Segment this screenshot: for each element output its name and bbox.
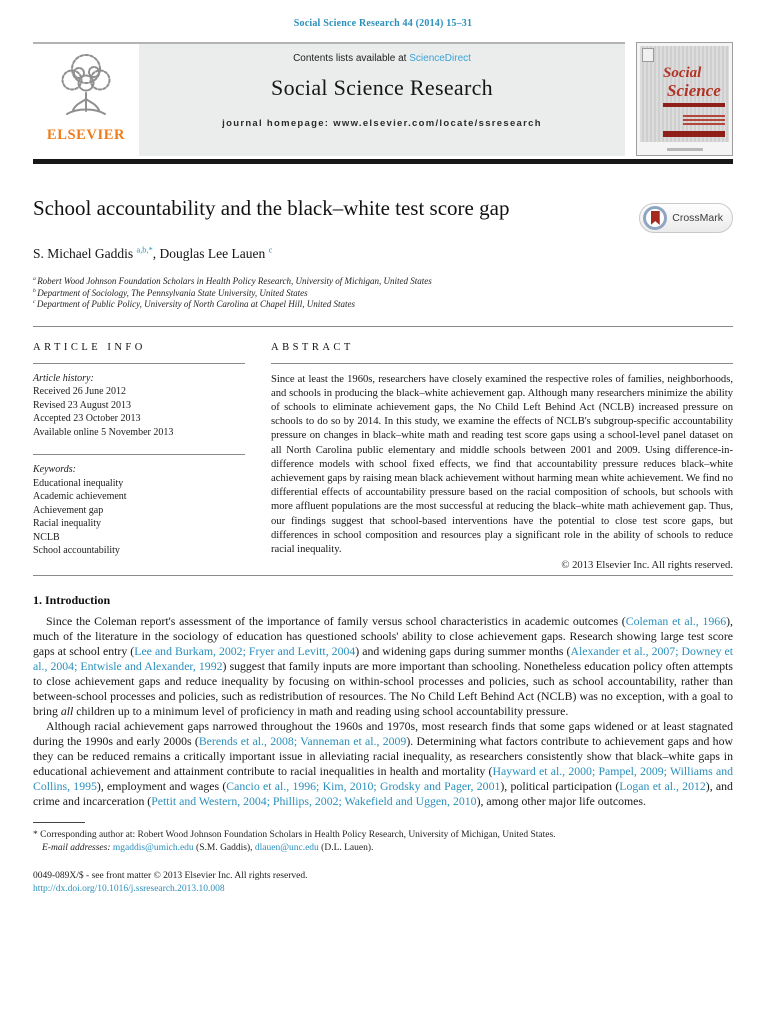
- cover-title-science: Science: [667, 81, 721, 100]
- email-addresses-note: E-mail addresses: mgaddis@umich.edu (S.M. Gaddis), dlauen@unc.edu (D.L. Lauen).: [42, 842, 374, 853]
- citation-link[interactable]: Hayward et al., 2000; Pampel, 2009; Williams and Collins, 1995: [33, 764, 734, 794]
- citation-link[interactable]: Logan et al., 2012: [619, 779, 706, 794]
- article-info-section: [33, 327, 245, 572]
- footnote-rule: [33, 822, 85, 823]
- cover-bottom-mark: [667, 148, 703, 151]
- corresponding-author-note: * Corresponding author at: Robert Wood Johnson Foundation Scholars in Health Policy Research, University of Michigan, United States.: [33, 830, 556, 841]
- citation-link[interactable]: Coleman et al., 1966: [625, 614, 727, 629]
- history-revised: Revised 23 August 2013: [33, 399, 132, 411]
- cover-footer-bar: [663, 131, 725, 137]
- header-divider-bar: [33, 159, 733, 164]
- history-received: Received 26 June 2012: [33, 386, 127, 397]
- keyword: Academic achievement: [33, 491, 127, 502]
- email-link[interactable]: mgaddis@umich.edu: [112, 842, 194, 853]
- abstract-rule: [271, 363, 733, 364]
- keyword: School accountability: [33, 545, 120, 556]
- contents-lists-text: Contents lists available at: [293, 53, 410, 64]
- front-matter: [33, 870, 733, 896]
- journal-cover-thumbnail[interactable]: [636, 42, 733, 156]
- citation-link[interactable]: Alexander et al., 2007; Downey et al., 2004; Entwisle and Alexander, 1992: [33, 644, 734, 674]
- crossmark-icon: [643, 206, 667, 230]
- intro-paragraph-1: Since the Coleman report's assessment of the importance of family versus school characteristics in academic outcomes (Coleman et al., 1966), much of the literature in the sociology of education has questioned schools' ability to close achievement gaps. Research showing large test score gaps at school entry (Lee and Burkam, 2002; Fryer and Levitt, 2004) and widening gaps during summer months (Alexander et al., 2007; Downey et al., 2004; Entwisle and Alexander, 1992) suggest that family inputs are more important than schooling. Nonetheless education policy often attempts to close achievement gaps and reduce inequality by focusing on within-school processes and policies, such as school accountability, rather than between-school processes and policies, such as redistribution of resources. The No Child Left Behind Act (NCLB) was no exception, with a goal to bring all children up to a minimum level of proficiency in math and reading using school accountability pressure.: [33, 614, 734, 719]
- journal-banner: [139, 44, 625, 156]
- abstract-text: Since at least the 1960s, researchers have closely examined the respective roles of families, neighborhoods, and schools in producing the black–white achievement gap. Although many researchers minimize the ability of schools to eliminate achievement gaps, the No Child Left Behind Act (NCLB) increased pressure on schools to do so by 2014. In this study, we examine the effects of NCLB's subgroup-specific accountability pressure on changes in black–white math and reading test score gaps using a school-level panel dataset on all North Carolina public elementary and middle schools between 2001 and 2009. Using difference-in-difference models with school fixed effects, we find that accountability pressure reduces black–white achievement gaps by raising mean black achievement without harming mean white achievement. We find no differential effects of accountability pressure based on the racial composition of schools, but schools with more affluent populations are the most successful at reducing the black–white math achievement gap. Thus, our findings suggest that school-based interventions have the potential to close test score gaps, but differences in school composition and resources play a significant role in the ability of schools to reduce racial inequality.: [271, 373, 733, 555]
- author-affiliation-sup[interactable]: a,b,*: [136, 245, 153, 255]
- keywords-label: Keywords:: [33, 464, 76, 475]
- article-history-label: Article history:: [33, 372, 94, 384]
- history-available-online: Available online 5 November 2013: [33, 426, 174, 438]
- article-title: School accountability and the black–white test score gap: [33, 196, 510, 220]
- journal-citation: Social Science Research 44 (2014) 15–31: [293, 18, 473, 29]
- affiliation-c: $^c$ Department of Public Policy, University of North Carolina at Chapel Hill, United States: [33, 299, 356, 309]
- issn-line: 0049-089X/$ - see front matter © 2013 Elsevier Inc. All rights reserved.: [33, 871, 308, 882]
- email-link[interactable]: dlauen@unc.edu: [254, 842, 319, 853]
- cover-elsevier-mini-logo: [642, 48, 654, 62]
- journal-header: [33, 42, 733, 156]
- cover-subtitle-lines: [683, 115, 725, 127]
- elsevier-logo[interactable]: [33, 44, 139, 156]
- section-heading-introduction: 1. Introduction: [33, 593, 111, 608]
- journal-homepage-link[interactable]: journal homepage: www.elsevier.com/locate/ssresearch: [222, 118, 542, 129]
- citation-link[interactable]: Lee and Burkam, 2002; Fryer and Levitt, 2004: [134, 644, 356, 659]
- keyword: Achievement gap: [33, 504, 104, 516]
- citation-link[interactable]: Cancio et al., 1996; Kim, 2010; Grodsky and Pager, 2001: [226, 779, 501, 794]
- keywords-rule: [33, 454, 245, 455]
- cover-title-social: Social: [663, 65, 702, 81]
- footnotes: [33, 822, 733, 854]
- cover-red-bar: [663, 103, 725, 107]
- crossmark-bookmark-icon: [651, 211, 660, 225]
- abstract-heading: ABSTRACT: [271, 341, 354, 353]
- affiliation-a: $^a$ Robert Wood Johnson Foundation Scholars in Health Policy Research, University of Michigan, United States: [33, 276, 432, 286]
- citation-link[interactable]: Pettit and Western, 2004; Phillips, 2002; Wakefield and Uggen, 2010: [151, 794, 477, 809]
- affiliation-b: $^b$ Department of Sociology, The Pennsylvania State University, United States: [33, 287, 308, 298]
- crossmark-badge[interactable]: [639, 203, 733, 233]
- article-info-rule: [33, 363, 245, 364]
- abstract-section: [271, 327, 733, 572]
- intro-paragraph-2: Although racial achievement gaps narrowed throughout the 1960s and 1970s, most research finds that some gaps widened or at least stagnated during the 1990s and early 2000s (Berends et al., 2008; Vanneman et al., 2009). Determining what factors contribute to achievement gaps and how they can be reduced remains a critically important issue in alleviating racial inequality, as researchers consistently show that black–white gaps in educational achievement and attainment contribute to racial inequalities in health and mortality (Hayward et al., 2000; Pampel, 2009; Williams and Collins, 1995), employment and wages (Cancio et al., 1996; Kim, 2010; Grodsky and Pager, 2001), political participation (Logan et al., 2012), and crime and incarceration (Pettit and Western, 2004; Phillips, 2002; Wakefield and Uggen, 2010), among other major life outcomes.: [33, 719, 734, 809]
- elsevier-tree-icon: [54, 49, 118, 125]
- copyright-line: © 2013 Elsevier Inc. All rights reserved.: [561, 560, 733, 572]
- doi-link[interactable]: http://dx.doi.org/10.1016/j.ssresearch.2013.10.008: [33, 884, 225, 895]
- author-line: S. Michael Gaddis $^{a,b,*}$, Douglas Lee Lauen $^c$: [33, 245, 273, 261]
- citation-link[interactable]: Berends et al., 2008; Vanneman et al., 2009: [198, 734, 407, 749]
- affiliations: [33, 276, 733, 311]
- keyword: NCLB: [33, 531, 60, 543]
- elsevier-wordmark: ELSEVIER: [46, 127, 126, 143]
- journal-banner-block: [33, 42, 625, 156]
- crossmark-label: CrossMark: [672, 212, 723, 224]
- author-affiliation-sup[interactable]: c: [268, 245, 273, 255]
- keyword: Educational inequality: [33, 477, 124, 489]
- sciencedirect-link[interactable]: ScienceDirect: [409, 53, 471, 64]
- keyword: Racial inequality: [33, 518, 102, 529]
- abstract-bottom-divider: [33, 575, 733, 576]
- history-accepted: Accepted 23 October 2013: [33, 413, 141, 424]
- journal-name: Social Science Research: [271, 75, 493, 100]
- article-info-heading: ARTICLE INFO: [33, 341, 146, 353]
- contents-lists-line: [139, 53, 625, 64]
